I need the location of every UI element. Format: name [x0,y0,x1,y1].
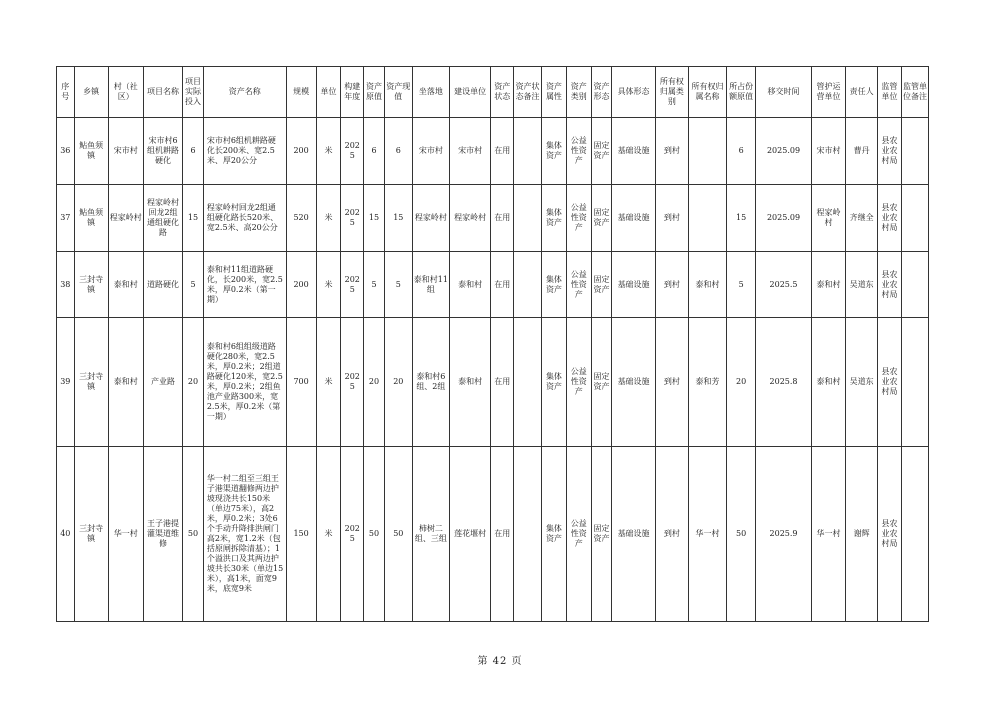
cell-town: 鲇鱼须镇 [74,185,108,252]
cell-form: 固定资产 [591,252,612,318]
column-header: 所有权归属类别 [655,67,688,118]
cell-builder: 宋市村 [449,118,490,185]
cell-specific-form: 基础设施 [612,318,655,446]
table-row [57,252,929,318]
column-header: 规模 [286,67,316,118]
cell-village: 宋市村 [108,118,143,185]
cell-specific-form: 基础设施 [612,118,655,185]
cell-asset-name: 程家岭村回龙2组通组硬化路长520米、宽2.5米、高20公分 [203,185,286,252]
cell-supervisor: 县农业农村局 [878,446,902,621]
cell-builder: 泰和村 [449,252,490,318]
cell-person: 曹丹 [846,118,878,185]
cell-specific-form: 基础设施 [612,185,655,252]
column-header: 资产形态 [591,67,612,118]
cell-owner-name: 华一村 [688,446,726,621]
cell-orig-value: 5 [364,252,385,318]
cell-year: 2025 [341,118,364,185]
cell-category: 公益性资产 [566,252,591,318]
cell-operator: 泰和村 [811,318,845,446]
cell-village: 华一村 [108,446,143,621]
cell-village: 泰和村 [108,252,143,318]
cell-status: 在用 [491,252,514,318]
cell-asset-name: 泰和村11组道路硬化，长200米，宽2.5米，厚0.2米（第一期） [203,252,286,318]
cell-year: 2025 [341,252,364,318]
column-header: 建设单位 [449,67,490,118]
cell-location: 宋市村 [412,118,449,185]
cell-form: 固定资产 [591,318,612,446]
cell-no: 37 [57,185,75,252]
cell-builder: 莲花堰村 [449,446,490,621]
cell-location: 泰和村6组、2组 [412,318,449,446]
column-header: 所有权归属名称 [688,67,726,118]
cell-investment: 50 [183,446,204,621]
cell-operator: 华一村 [811,446,845,621]
cell-person: 吴道东 [846,252,878,318]
column-header: 构建年度 [341,67,364,118]
cell-status-note [514,118,542,185]
cell-unit: 米 [316,118,341,185]
column-header: 监管单位 [878,67,902,118]
cell-year: 2025 [341,318,364,446]
cell-year: 2025 [341,446,364,621]
cell-no: 38 [57,252,75,318]
cell-status: 在用 [491,118,514,185]
cell-operator: 程家岭村 [811,185,845,252]
cell-supervisor: 县农业农村局 [878,185,902,252]
column-header: 资产原值 [364,67,385,118]
cell-category: 公益性资产 [566,318,591,446]
cell-status-note [514,446,542,621]
cell-builder: 程家岭村 [449,185,490,252]
column-header: 移交时间 [756,67,812,118]
cell-town: 三封寺镇 [74,318,108,446]
column-header: 乡镇 [74,67,108,118]
cell-share-value: 50 [727,446,756,621]
cell-supervisor-note [901,318,928,446]
cell-person: 谢辉 [846,446,878,621]
table-row [57,446,929,621]
column-header: 村（社区） [108,67,143,118]
cell-investment: 15 [183,185,204,252]
cell-town: 三封寺镇 [74,446,108,621]
table-row [57,185,929,252]
cell-location: 柿树二组、三组 [412,446,449,621]
cell-handover: 2025.9 [756,446,812,621]
cell-operator: 泰和村 [811,252,845,318]
cell-owner-type: 到村 [655,118,688,185]
cell-handover: 2025.5 [756,252,812,318]
column-header: 资产属性 [542,67,567,118]
cell-status: 在用 [491,446,514,621]
cell-cur-value: 50 [384,446,412,621]
cell-orig-value: 6 [364,118,385,185]
cell-status-note [514,252,542,318]
cell-category: 公益性资产 [566,118,591,185]
cell-town: 鲇鱼须镇 [74,118,108,185]
cell-cur-value: 6 [384,118,412,185]
cell-owner-name [688,118,726,185]
cell-asset-name: 泰和村6组组级道路硬化280米，宽2.5米，厚0.2米；2组道路硬化120米，宽2.5米，厚0.2米；2组鱼池产业路300米，宽2.5米，厚0.2米（第一期） [203,318,286,446]
cell-village: 程家岭村 [108,185,143,252]
column-header: 项目名称 [143,67,182,118]
cell-scale: 700 [286,318,316,446]
cell-person: 齐继全 [846,185,878,252]
cell-cur-value: 5 [384,252,412,318]
cell-supervisor-note [901,185,928,252]
cell-owner-type: 到村 [655,318,688,446]
cell-attribute: 集体资产 [542,446,567,621]
cell-supervisor-note [901,252,928,318]
column-header: 具体形态 [612,67,655,118]
cell-supervisor: 县农业农村局 [878,118,902,185]
cell-location: 泰和村11组 [412,252,449,318]
column-header: 资产名称 [203,67,286,118]
page-number: 第 42 页 [477,656,523,667]
column-header: 监管单位备注 [901,67,928,118]
header-row [57,67,929,118]
cell-share-value: 6 [727,118,756,185]
cell-owner-name: 泰和芳 [688,318,726,446]
cell-scale: 520 [286,185,316,252]
table-row [57,118,929,185]
cell-unit: 米 [316,185,341,252]
cell-investment: 20 [183,318,204,446]
cell-form: 固定资产 [591,118,612,185]
cell-supervisor: 县农业农村局 [878,318,902,446]
column-header: 资产类别 [566,67,591,118]
asset-table [56,66,929,622]
table-body [57,118,929,622]
cell-investment: 6 [183,118,204,185]
cell-supervisor-note [901,446,928,621]
cell-location: 程家岭村 [412,185,449,252]
cell-no: 40 [57,446,75,621]
column-header: 单位 [316,67,341,118]
cell-project: 程家岭村回龙2组通组硬化路 [143,185,182,252]
cell-share-value: 20 [727,318,756,446]
column-header: 所占份额原值 [727,67,756,118]
column-header: 坐落地 [412,67,449,118]
cell-scale: 200 [286,252,316,318]
cell-operator: 宋市村 [811,118,845,185]
cell-builder: 泰和村 [449,318,490,446]
cell-supervisor-note [901,118,928,185]
cell-supervisor: 县农业农村局 [878,252,902,318]
cell-share-value: 15 [727,185,756,252]
cell-year: 2025 [341,185,364,252]
cell-specific-form: 基础设施 [612,252,655,318]
cell-handover: 2025.09 [756,185,812,252]
cell-handover: 2025.09 [756,118,812,185]
cell-owner-type: 到村 [655,446,688,621]
column-header: 序号 [57,67,75,118]
cell-orig-value: 20 [364,318,385,446]
cell-attribute: 集体资产 [542,118,567,185]
cell-cur-value: 20 [384,318,412,446]
cell-town: 三封寺镇 [74,252,108,318]
cell-handover: 2025.8 [756,318,812,446]
cell-cur-value: 15 [384,185,412,252]
column-header: 管护运营单位 [811,67,845,118]
cell-status-note [514,318,542,446]
cell-attribute: 集体资产 [542,318,567,446]
cell-project: 产业路 [143,318,182,446]
cell-asset-name: 宋市村6组机耕路硬化长200米、宽2.5米、厚20公分 [203,118,286,185]
cell-unit: 米 [316,318,341,446]
cell-owner-name [688,185,726,252]
cell-asset-name: 华一村二组至三组王子港渠道翻修两边护坡现浇共长150米（单边75米），高2米，厚0.2米；3处6个手动升降排洪闸门高2米，宽1.2米（包括原闸拆除清基）；1个溢洪口及其两边护坡共长30米（单边15米），高1米，面宽9米，底宽9米 [203,446,286,621]
cell-unit: 米 [316,446,341,621]
cell-project: 王子港提灌渠道维修 [143,446,182,621]
column-header: 资产状态备注 [514,67,542,118]
cell-share-value: 5 [727,252,756,318]
cell-owner-type: 到村 [655,252,688,318]
cell-investment: 5 [183,252,204,318]
cell-orig-value: 15 [364,185,385,252]
column-header: 资产状态 [491,67,514,118]
cell-project: 宋市村6组机耕路硬化 [143,118,182,185]
cell-attribute: 集体资产 [542,252,567,318]
cell-unit: 米 [316,252,341,318]
table-row [57,318,929,446]
cell-no: 36 [57,118,75,185]
cell-category: 公益性资产 [566,185,591,252]
column-header: 责任人 [846,67,878,118]
column-header: 项目实际投入 [183,67,204,118]
cell-status: 在用 [491,318,514,446]
cell-attribute: 集体资产 [542,185,567,252]
cell-form: 固定资产 [591,446,612,621]
cell-owner-name: 泰和村 [688,252,726,318]
column-header: 资产现值 [384,67,412,118]
cell-project: 道路硬化 [143,252,182,318]
cell-status: 在用 [491,185,514,252]
cell-village: 泰和村 [108,318,143,446]
cell-no: 39 [57,318,75,446]
cell-category: 公益性资产 [566,446,591,621]
cell-status-note [514,185,542,252]
cell-scale: 200 [286,118,316,185]
cell-person: 吴道东 [846,318,878,446]
cell-scale: 150 [286,446,316,621]
cell-form: 固定资产 [591,185,612,252]
cell-specific-form: 基础设施 [612,446,655,621]
cell-owner-type: 到村 [655,185,688,252]
cell-orig-value: 50 [364,446,385,621]
